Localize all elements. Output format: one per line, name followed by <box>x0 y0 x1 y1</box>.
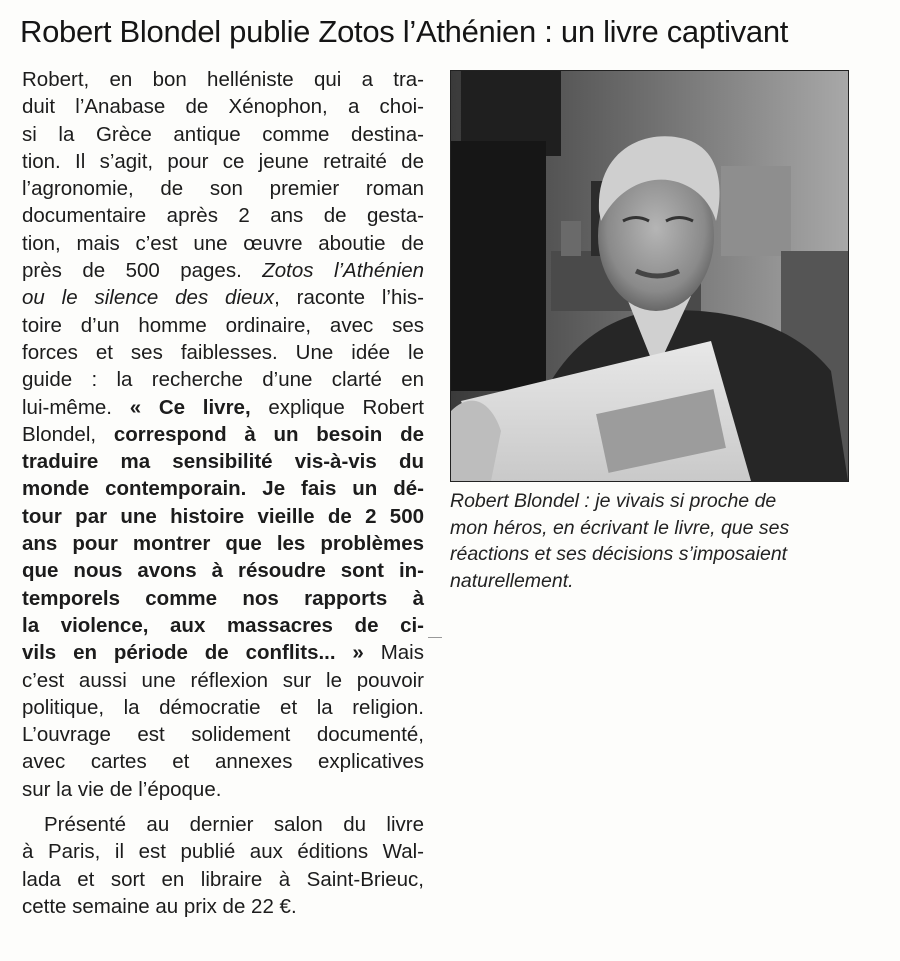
body-text: toire d’un homme ordinaire, avec ses <box>22 313 424 337</box>
body-line <box>22 148 424 175</box>
body-text: Blondel, <box>22 422 114 446</box>
body-line <box>22 257 424 284</box>
body-line <box>22 612 424 639</box>
article-headline: Robert Blondel publie Zotos l’Athénien : un livre captivant <box>20 14 789 49</box>
body-text: L’ouvrage est solidement documenté, <box>22 723 424 747</box>
caption-line: mon héros, en écrivant le livre, que ses <box>450 516 790 539</box>
body-line <box>22 811 424 838</box>
body-text: politique, la démocratie et la religion. <box>22 695 424 719</box>
body-line <box>22 866 424 893</box>
body-text: cette semaine au prix de 22 €. <box>22 894 297 918</box>
body-line <box>22 366 424 393</box>
body-text: que nous avons à résoudre sont in- <box>22 559 424 583</box>
body-line <box>22 93 424 120</box>
body-text: ou le silence des dieux <box>22 286 275 310</box>
body-text: Mais <box>363 641 424 665</box>
body-text: correspond à un besoin de <box>113 422 424 446</box>
body-text: Zotos l’Athénien <box>262 259 424 283</box>
body-line <box>22 421 424 448</box>
body-text: documentaire après 2 ans de gesta- <box>22 204 424 228</box>
body-text: explique Robert <box>250 395 424 419</box>
body-line <box>22 339 424 366</box>
body-line <box>22 721 424 748</box>
article-body <box>22 66 424 920</box>
body-text: traduire ma sensibilité vis-à-vis du <box>22 450 424 474</box>
caption-line: réactions et ses décisions s’imposaient <box>450 543 788 565</box>
body-text: tour par une histoire vieille de 2 500 <box>22 504 424 528</box>
body-line <box>22 202 424 229</box>
body-line <box>22 394 424 421</box>
body-text: tion. Il s’agit, pour ce jeune retraité de <box>22 149 424 173</box>
body-line <box>22 284 424 311</box>
body-line <box>22 503 424 530</box>
body-text: ans pour montrer que les problèmes <box>22 532 424 556</box>
caption-line: naturellement. <box>450 569 574 592</box>
margin-dash <box>428 637 442 638</box>
body-line <box>22 530 424 557</box>
body-text: lui-même. <box>22 395 130 419</box>
body-text: près de 500 pages. <box>22 259 263 283</box>
body-line <box>22 585 424 612</box>
body-text: vils en période de conflits... » <box>22 641 364 665</box>
body-text: temporels comme nos rapports à <box>22 586 424 610</box>
author-photo <box>450 70 849 482</box>
body-line <box>22 557 424 584</box>
body-text: l’agronomie, de son premier roman <box>22 177 424 201</box>
body-line <box>22 838 424 865</box>
body-text: tion, mais c’est une œuvre aboutie de <box>22 231 424 255</box>
body-line <box>22 475 424 502</box>
body-text: Robert, en bon helléniste qui a tra- <box>22 68 424 91</box>
body-line <box>22 776 424 803</box>
body-text: guide : la recherche d’une clarté en <box>22 368 424 392</box>
photo-caption <box>450 488 850 594</box>
body-line <box>22 893 424 920</box>
body-text: sur la vie de l’époque. <box>22 777 222 801</box>
body-text: si la Grèce antique comme destina- <box>22 122 424 146</box>
body-text: c’est aussi une réflexion sur le pouvoir <box>22 668 424 692</box>
body-text: la violence, aux massacres de ci- <box>22 613 424 637</box>
body-text: , raconte l’his- <box>274 286 424 310</box>
body-line <box>22 639 424 666</box>
body-line <box>22 66 424 93</box>
body-text: monde contemporain. Je fais un dé- <box>22 477 424 501</box>
body-text: forces et ses faiblesses. Une idée le <box>22 340 424 364</box>
caption-line: Robert Blondel : je vivais si proche de <box>450 490 777 512</box>
body-text: Présenté au dernier salon du livre <box>44 813 424 837</box>
body-text: « Ce livre, <box>129 395 251 419</box>
body-line <box>22 667 424 694</box>
body-line <box>22 230 424 257</box>
body-line <box>22 694 424 721</box>
body-text: lada et sort en libraire à Saint-Brieuc, <box>22 867 424 891</box>
body-line <box>22 121 424 148</box>
body-line <box>22 312 424 339</box>
body-text: avec cartes et annexes explicatives <box>22 750 424 774</box>
body-line <box>22 175 424 202</box>
body-line <box>22 448 424 475</box>
body-text: duit l’Anabase de Xénophon, a choi- <box>22 95 424 119</box>
body-text: à Paris, il est publié aux éditions Wal- <box>22 840 424 864</box>
body-line <box>22 748 424 775</box>
